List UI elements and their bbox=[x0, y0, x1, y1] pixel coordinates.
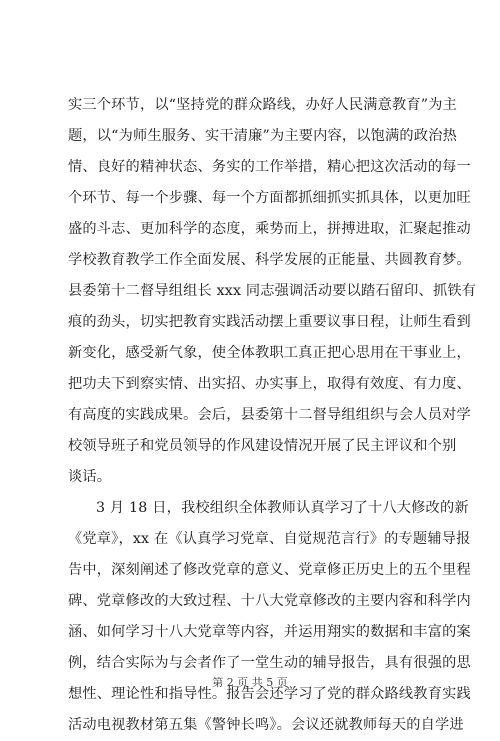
text-line: 活动电视教材第五集《警钟长鸣》。会议还就教师每天的自学进 bbox=[68, 717, 464, 733]
text-line: 碑、党章修改的大致过程、十八大党章修改的主要内容和科学内 bbox=[68, 593, 471, 609]
text-line: 县委第十二督导组组长 xxx 同志强调活动要以踏石留印、抓铁有 bbox=[68, 283, 477, 299]
text-line: 把功夫下到察实情、出实招、办实事上，取得有效度、有力度、 bbox=[68, 376, 471, 392]
document-body bbox=[68, 90, 477, 741]
text-line: 谈话。 bbox=[68, 469, 112, 485]
text-line: 例，结合实际为与会者作了一堂生动的辅导报告，具有很强的思 bbox=[68, 655, 471, 671]
paragraph-first-line: 3 月 18 日，我校组织全体教师认真学习了十八大修改的新 bbox=[96, 500, 469, 516]
text-line: 盛的斗志、更加科学的态度，乘势而上，拼搏进取，汇聚起推动 bbox=[68, 221, 471, 237]
text-line: 涵、如何学习十八大党章等内容，并运用翔实的数据和丰富的案 bbox=[68, 624, 471, 640]
text-line: 告中，深刻阐述了修改党章的意义、党章修正历史上的五个里程 bbox=[68, 562, 471, 578]
text-line: 个环节、每一个步骤、每一个方面都抓细抓实抓具体，以更加旺 bbox=[68, 190, 471, 206]
text-line: 情、良好的精神状态、务实的工作举措，精心把这次活动的每一 bbox=[68, 159, 471, 175]
text-line: 实三个环节，以“坚持党的群众路线，办好人民满意教育”为主 bbox=[68, 97, 457, 113]
text-line: 想性、理论性和指导性。报告会还学习了党的群众路线教育实践 bbox=[68, 686, 471, 702]
page-number-footer: 第 2 页 共 5 页 bbox=[212, 676, 288, 689]
text-line: 新变化，感受新气象，使全体教职工真正把心思用在干事业上， bbox=[68, 345, 471, 361]
text-line: 有高度的实践成果。会后，县委第十二督导组组织与会人员对学 bbox=[68, 407, 471, 423]
text-line: 《党章》，xx 在《认真学习党章、自觉规范言行》的专题辅导报 bbox=[68, 531, 471, 547]
text-line: 校领导班子和党员领导的作风建设情况开展了民主评议和个别 bbox=[68, 438, 457, 454]
text-line: 学校教育教学工作全面发展、科学发展的正能量、共圆教育梦。 bbox=[68, 252, 471, 268]
text-line: 痕的劲头，切实把教育实践活动摆上重要议事日程，让师生看到 bbox=[68, 314, 471, 330]
text-line: 题，以“为师生服务、实干清廉”为主要内容，以饱满的政治热 bbox=[68, 128, 457, 144]
